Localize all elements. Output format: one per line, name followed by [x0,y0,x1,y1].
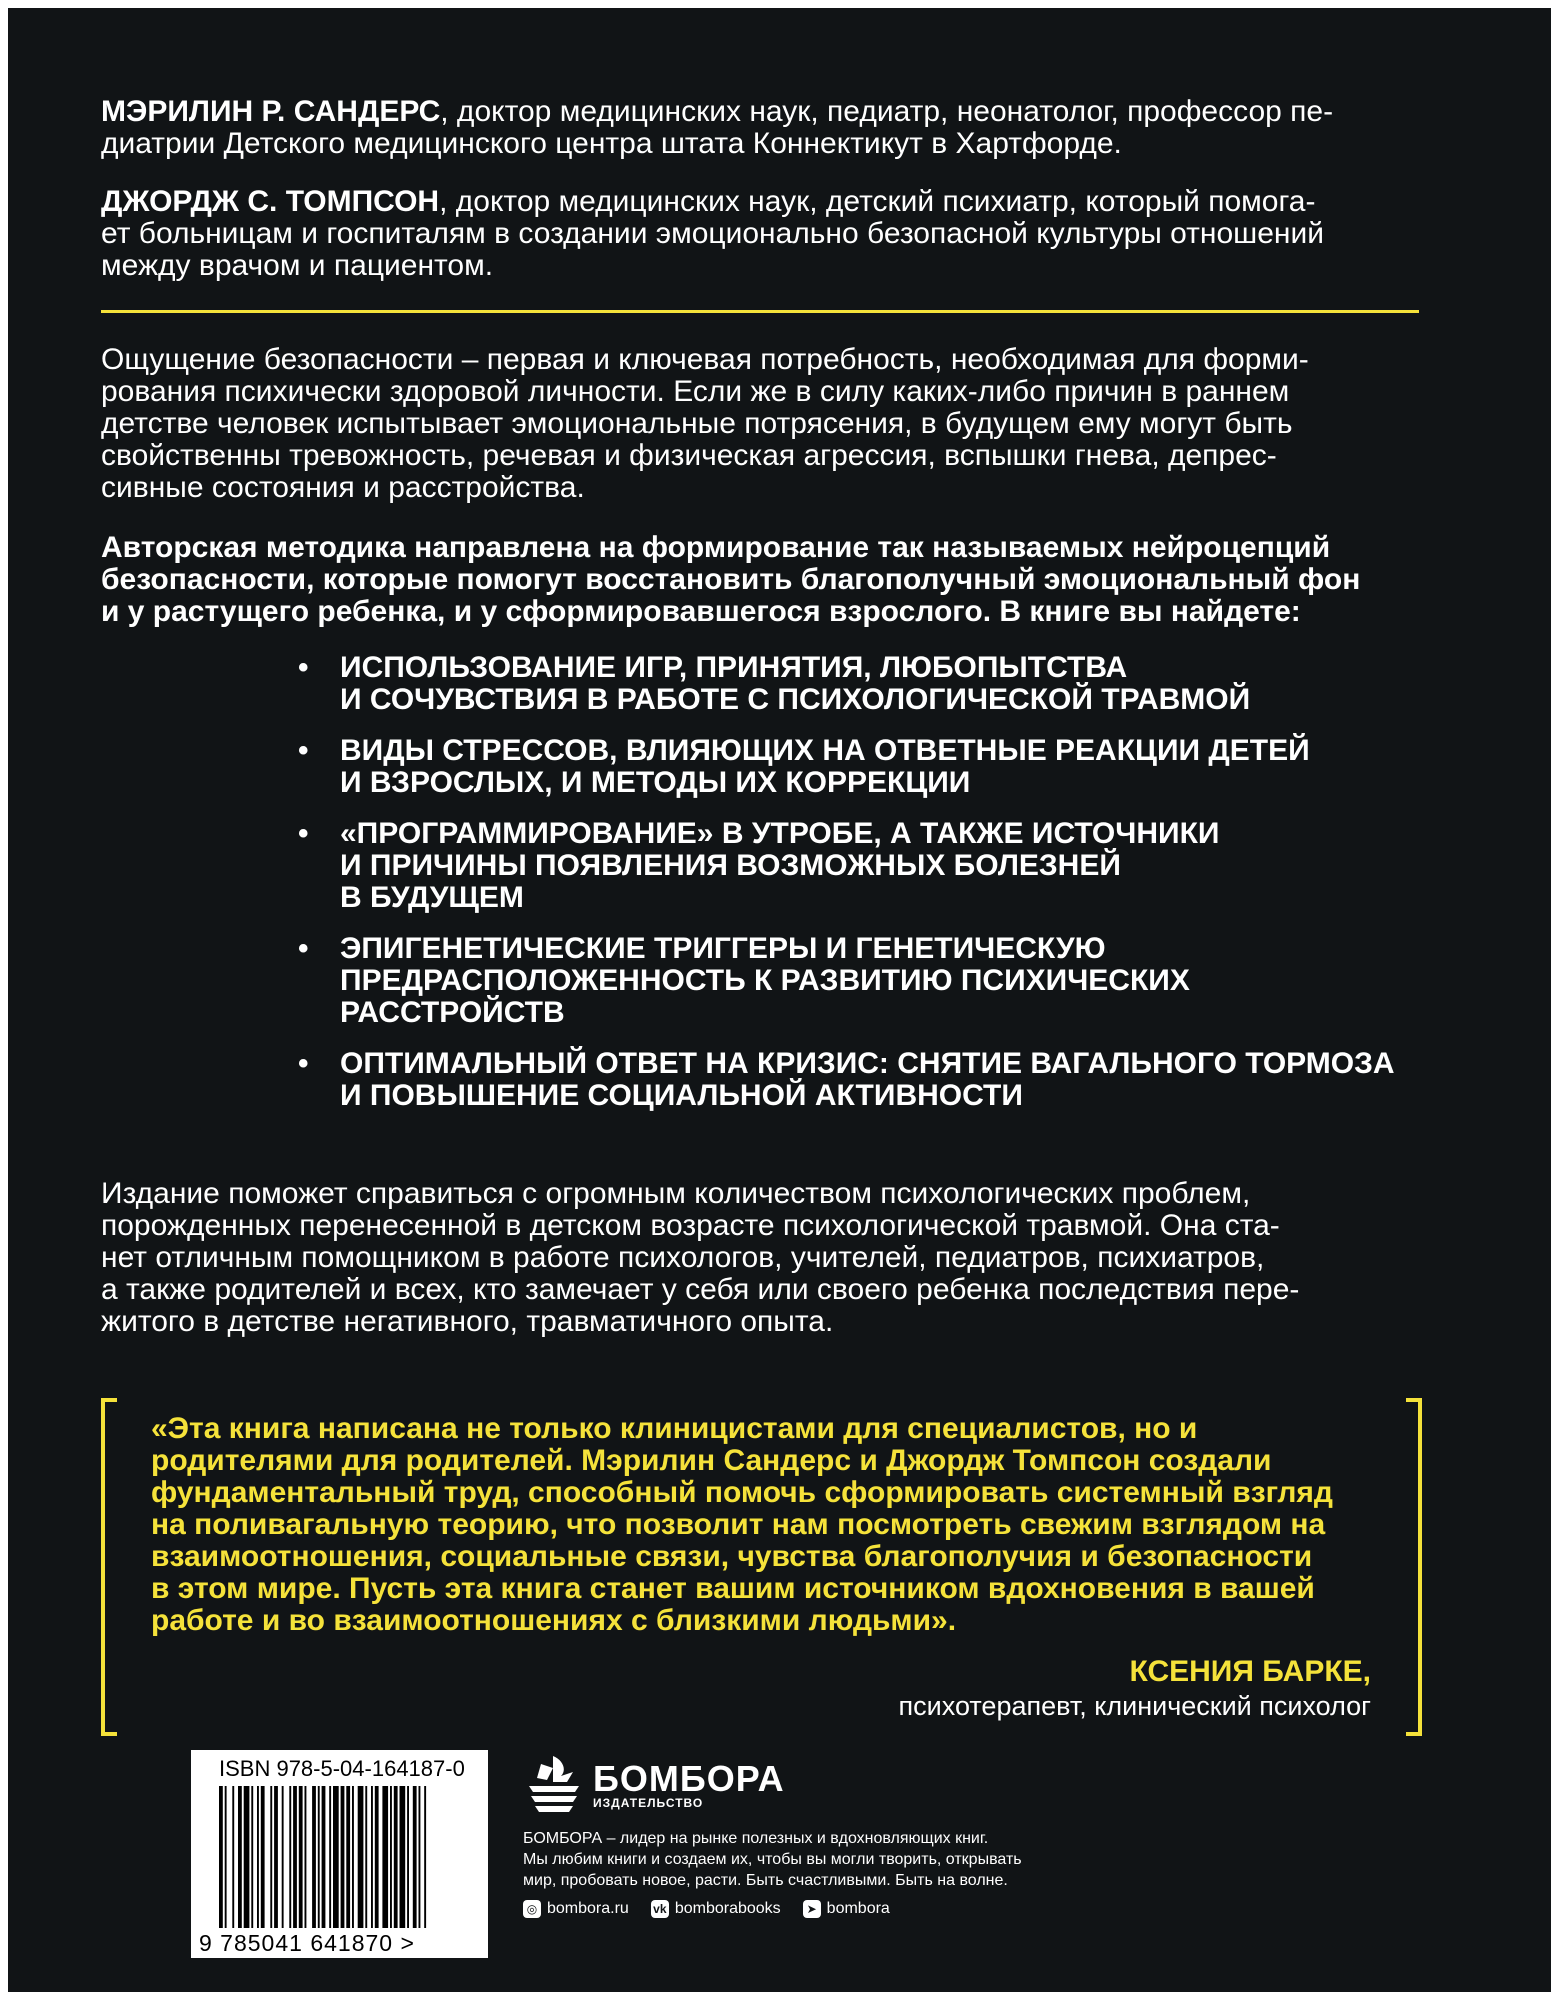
closing-paragraph [101,1178,1441,1338]
barcode-bar [270,1786,272,1928]
barcode-bar [390,1786,392,1928]
barcode-bar [244,1786,250,1928]
list-item-line: «ПРОГРАММИРОВАНИЕ» В УТРОБЕ, А ТАКЖЕ ИСТОЧНИКИ [340,817,1220,850]
quote-line: взаимоотношения, социальные связи, чувства благополучия и безопасности [151,1540,1313,1573]
barcode-bar [305,1786,307,1928]
globe-icon: ◎ [523,1900,541,1918]
barcode-digits: 9 785041 641870 > [199,1930,415,1956]
publisher-subtitle: ИЗДАТЕЛЬСТВО [593,1796,704,1810]
barcode-bar [318,1786,320,1928]
text-line: мир, пробовать новое, расти. Быть счастливыми. Быть на волне. [523,1872,1008,1889]
quote-line: в этом мире. Пусть эта книга станет вашим источником вдохновения в вашей [151,1572,1315,1605]
bullet-icon: • [298,932,309,965]
barcode-bar [400,1786,406,1928]
list-item-line: ВИДЫ СТРЕССОВ, ВЛИЯЮЩИХ НА ОТВЕТНЫЕ РЕАКЦИИ ДЕТЕЙ [340,734,1310,767]
barcode-icon [219,1786,463,1928]
list-item [298,1048,1458,1112]
barcode-bar [371,1786,373,1928]
bullet-icon: • [298,817,309,850]
author-bio-line: ет больницам и госпиталям в создании эмоционально безопасной культуры отношений [101,217,1325,250]
quote-bracket-left [101,1398,117,1736]
text-line: житого в детстве негативного, травматичного опыта. [101,1305,834,1338]
barcode-bar [225,1786,227,1928]
publisher-name: БОМБОРА [593,1758,785,1799]
barcode-bar [299,1786,303,1928]
text-line: БОМБОРА – лидер на рынке полезных и вдохновляющих книг. [523,1830,989,1847]
divider [101,310,1419,313]
author-bio-line: диатрии Детского медицинского центра штата Коннектикут в Хартфорде. [101,127,1122,160]
barcode-bar [346,1786,350,1928]
list-item-line: И ПОВЫШЕНИЕ СОЦИАЛЬНОЙ АКТИВНОСТИ [340,1079,1023,1112]
barcode-bar [251,1786,253,1928]
quote-line: родителями для родителей. Мэрилин Сандерс и Джордж Томпсон создали [151,1444,1272,1477]
list-item [298,735,1458,799]
bombora-logo-icon [523,1752,585,1816]
text-line: детстве человек испытывает эмоциональные потрясения, в будущем ему могут быть [101,407,1293,440]
quote-author-role: психотерапевт, клинический психолог [898,1691,1371,1721]
text-line: Авторская методика направлена на формирование так называемых нейроцепций [101,531,1331,564]
list-item-line: И СОЧУВСТВИЯ В РАБОТЕ С ПСИХОЛОГИЧЕСКОЙ ТРАВМОЙ [340,683,1251,716]
telegram-icon: ➤ [803,1900,821,1918]
author-bio-line: , доктор медицинских наук, педиатр, неонатолог, профессор пе- [440,95,1334,128]
barcode-bar [352,1786,354,1928]
vk-icon: vk [651,1900,669,1918]
text-line: а также родителей и всех, кто замечает у себя или своего ребенка последствия пере- [101,1273,1300,1306]
text-line: Ощущение безопасности – первая и ключевая потребность, необходимая для форми- [101,343,1309,376]
barcode-bar [261,1786,265,1928]
list-item-line: В БУДУЩЕМ [340,881,524,914]
text-line: и у растущего ребенка, и у сформировавшегося взрослого. В книге вы найдете: [101,595,1301,628]
barcode-bar [394,1786,398,1928]
social-link-vk[interactable] [651,1900,781,1918]
social-label: bombora.ru [547,1900,629,1917]
barcode-bar [293,1786,297,1928]
text-line: безопасности, которые помогут восстановить благополучный эмоциональный фон [101,563,1361,596]
quote-line: «Эта книга написана не только клиницистами для специалистов, но и [151,1412,1198,1445]
text-line: нет отличным помощником в работе психологов, учителей, педиатров, психиатров, [101,1241,1265,1274]
barcode-bar [382,1786,388,1928]
barcode-bar [333,1786,339,1928]
text-line: сивные состояния и расстройства. [101,471,585,504]
isbn-barcode-box [191,1750,488,1958]
intro-paragraph [101,344,1441,504]
isbn-label: ISBN 978-5-04-164187-0 [219,1756,465,1781]
list-item [298,933,1458,1029]
list-item-line: ИСПОЛЬЗОВАНИЕ ИГР, ПРИНЯТИЯ, ЛЮБОПЫТСТВА [340,651,1128,684]
author-bio-sanders [101,96,1441,160]
barcode-bar [419,1786,421,1928]
text-line: свойственны тревожность, речевая и физическая агрессия, вспышки гнева, депрес- [101,439,1277,472]
feature-list [298,652,1458,1131]
list-item-line: ПРЕДРАСПОЛОЖЕННОСТЬ К РАЗВИТИЮ ПСИХИЧЕСКИХ [340,964,1190,997]
text-line: порожденных перенесенной в детском возрасте психологической травмой. Она ста- [101,1209,1280,1242]
publisher-description [523,1828,1163,1891]
social-label: bombora [826,1900,890,1917]
testimonial-quote [151,1413,1391,1637]
barcode-bar [329,1786,331,1928]
list-item-line: ЭПИГЕНЕТИЧЕСКИЕ ТРИГГЕРЫ И ГЕНЕТИЧЕСКУЮ [340,932,1106,965]
barcode-bar [312,1786,316,1928]
social-link-website[interactable] [523,1900,629,1918]
method-paragraph [101,532,1441,628]
barcode-bar [282,1786,284,1928]
author-bio-line: , доктор медицинских наук, детский психиатр, который помога- [439,185,1316,218]
barcode-bar [341,1786,345,1928]
barcode-bar [358,1786,364,1928]
barcode-bar [424,1786,426,1928]
author-bio-thompson [101,186,1441,282]
author-name: МЭРИЛИН Р. САНДЕРС [101,95,441,128]
quote-line: на поливагальную теорию, что позволит нам посмотреть свежим взглядом на [151,1508,1326,1541]
barcode-bar [274,1786,278,1928]
list-item-line: И ПРИЧИНЫ ПОЯВЛЕНИЯ ВОЗМОЖНЫХ БОЛЕЗНЕЙ [340,849,1121,882]
barcode-bar [375,1786,379,1928]
text-line: Мы любим книги и создаем их, чтобы вы могли творить, открывать [523,1851,1022,1868]
quote-line: работе и во взаимоотношениях с близкими людьми». [151,1604,957,1637]
barcode-bar [407,1786,409,1928]
text-line: Издание поможет справиться с огромным количеством психологических проблем, [101,1177,1251,1210]
text-line: рования психически здоровой личности. Если же в силу каких-либо причин в раннем [101,375,1290,408]
barcode-bar [413,1786,417,1928]
list-item-line: И ВЗРОСЛЫХ, И МЕТОДЫ ИХ КОРРЕКЦИИ [340,766,971,799]
barcode-bar [232,1786,234,1928]
bullet-icon: • [298,1047,309,1080]
list-item [298,818,1458,914]
bullet-icon: • [298,651,309,684]
list-item [298,652,1458,716]
barcode-bar [219,1786,223,1928]
bullet-icon: • [298,734,309,767]
social-link-telegram[interactable] [803,1900,890,1918]
quote-bracket-right [1406,1398,1422,1736]
list-item-line: РАССТРОЙСТВ [340,996,565,1029]
list-item-line: ОПТИМАЛЬНЫЙ ОТВЕТ НА КРИЗИС: СНЯТИЕ ВАГАЛЬНОГО ТОРМОЗА [340,1047,1395,1080]
social-label: bomborabooks [674,1900,781,1917]
barcode-bar [238,1786,242,1928]
barcode-bar [289,1786,291,1928]
author-bio-line: между врачом и пациентом. [101,249,494,282]
barcode-bar [257,1786,259,1928]
quote-line: фундаментальный труд, способный помочь сформировать системный взгляд [151,1476,1333,1509]
author-name: ДЖОРДЖ С. ТОМПСОН [101,185,440,218]
social-links [523,1900,890,1918]
back-cover [8,8,1551,1992]
quote-author: КСЕНИЯ БАРКЕ, [1129,1655,1371,1688]
barcode-bar [365,1786,367,1928]
barcode-bar [322,1786,326,1928]
